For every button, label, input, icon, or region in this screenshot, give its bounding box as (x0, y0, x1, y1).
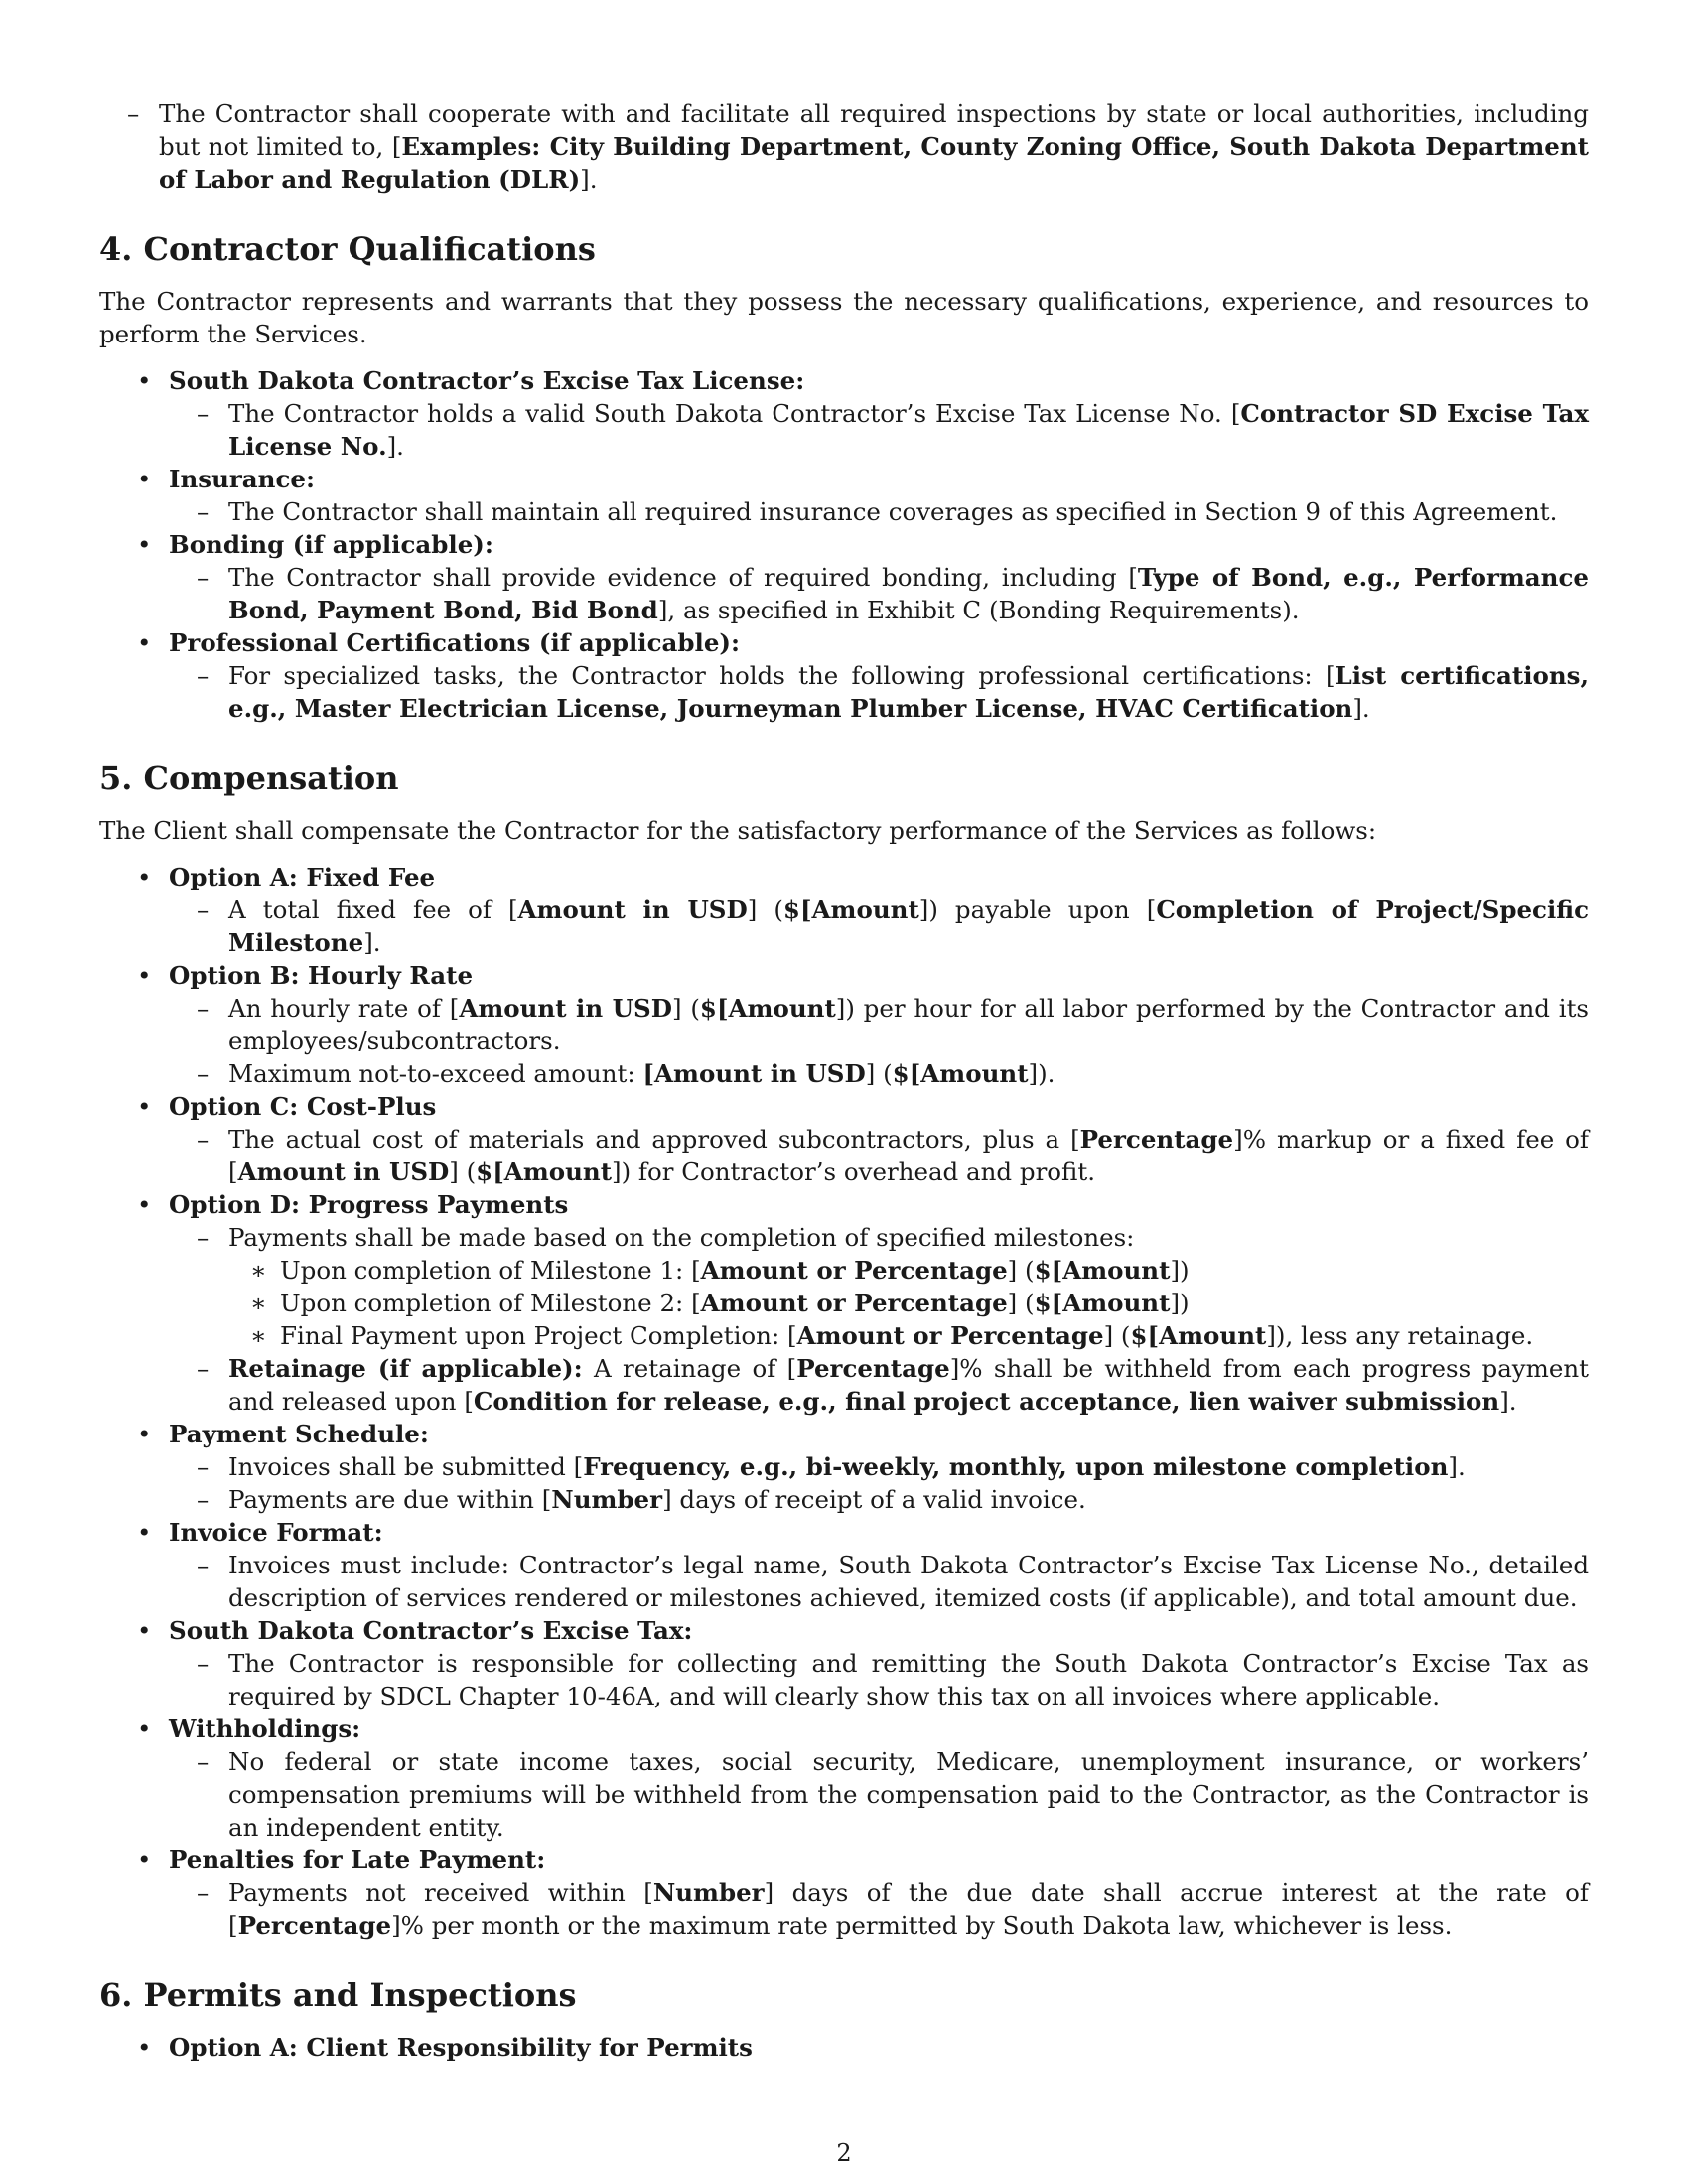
list-item: • Option B: Hourly Rate – An hourly rate of [Amount in USD] ($[Amount]) per hour for all labor performed by the Contractor and its employees/subcontractors. – Maximum not-to-exceed amount: [Amount in USD] ($[Amount]). (99, 959, 1589, 1090)
list-subitem: – The Contractor is responsible for collecting and remitting the South Dakota Contractor’s Excise Tax as required by SDCL Chapter 10-46A, and will clearly show this tax on all invoices where applicable. (169, 1647, 1589, 1712)
milestone-item: ∗ Final Payment upon Project Completion: [Amount or Percentage] ($[Amount]), less any retainage. (228, 1319, 1589, 1352)
list-item: • South Dakota Contractor’s Excise Tax License: – The Contractor holds a valid South Dakota Contractor’s Excise Tax License No. [Contractor SD Excise Tax License No.]. (99, 364, 1589, 463)
section-5-title: 5. Compensation (99, 759, 399, 797)
list-item: • Option C: Cost-Plus – The actual cost of materials and approved subcontractors, plus a [Percentage]% markup or a fixed fee of [Amount in USD] ($[Amount]) for Contractor’s overhead and profit. (99, 1090, 1589, 1188)
list-item: • Option A: Client Responsibility for Permits (99, 2031, 1589, 2064)
list-subitem: – No federal or state income taxes, social security, Medicare, unemployment insurance, or workers’ compensation premiums will be withheld from the compensation paid to the Contractor, as the Contractor is an independent entity. (169, 1745, 1589, 1843)
milestone-item: ∗ Upon completion of Milestone 2: [Amount or Percentage] ($[Amount]) (228, 1287, 1589, 1319)
list-subitem: – An hourly rate of [Amount in USD] ($[Amount]) per hour for all labor performed by the Contractor and its employees/subcontractors. (169, 992, 1589, 1057)
list-subitem: – A total fixed fee of [Amount in USD] ($[Amount]) payable upon [Completion of Project/Specific Milestone]. (169, 893, 1589, 959)
milestone-item: ∗ Upon completion of Milestone 1: [Amount or Percentage] ($[Amount]) (228, 1254, 1589, 1287)
list-subitem: – Payments not received within [Number] days of the due date shall accrue interest at the rate of [Percentage]% per month or the maximum rate permitted by South Dakota law, whichever is less. (169, 1876, 1589, 1942)
list-item: • Option A: Fixed Fee – A total fixed fee of [Amount in USD] ($[Amount]) payable upon [Completion of Project/Specific Milestone]. (99, 861, 1589, 959)
list-item: • Invoice Format: – Invoices must include: Contractor’s legal name, South Dakota Contractor’s Excise Tax License No., detailed description of services rendered or milestones achieved, itemized costs (if applicable), and total amount due. (99, 1516, 1589, 1614)
list-item: • Insurance: – The Contractor shall maintain all required insurance coverages as specified in Section 9 of this Agreement. (99, 463, 1589, 528)
list-subitem: – The Contractor shall provide evidence of required bonding, including [Type of Bond, e.g., Performance Bond, Payment Bond, Bid Bond], as specified in Exhibit C (Bonding Requirements). (169, 561, 1589, 626)
list-item: • Professional Certifications (if applicable): – For specialized tasks, the Contractor holds the following professional certifications: [List certifications, e.g., Master Electrician License, Journeyman Plumber License, HVAC Certification]. (99, 626, 1589, 725)
list-item: • South Dakota Contractor’s Excise Tax: – The Contractor is responsible for collecting and remitting the South Dakota Contractor’s Excise Tax as required by SDCL Chapter 10-46A, and will clearly show this tax on all invoices where applicable. (99, 1614, 1589, 1712)
compensation-list (99, 861, 1589, 1942)
list-subitem: – Payments shall be made based on the completion of specified milestones: ∗ Upon completion of Milestone 1: [Amount or Percentage] ($[Amount]) ∗ Upon completion of Milestone 2: [Amount or Percentage] ($[Amount]) ∗ Final Payment upon Project Completion: [Amount or Percentage] ($[Amount]), less any retainage. (169, 1221, 1589, 1352)
list-subitem: – Invoices must include: Contractor’s legal name, South Dakota Contractor’s Excise Tax License No., detailed description of services rendered or milestones achieved, itemized costs (if applicable), and total amount due. (169, 1549, 1589, 1614)
top-sublist (99, 97, 1589, 196)
document-page (99, 97, 1589, 2064)
list-subitem: – The actual cost of materials and approved subcontractors, plus a [Percentage]% markup or a fixed fee of [Amount in USD] ($[Amount]) for Contractor’s overhead and profit. (169, 1123, 1589, 1188)
inspection-clause: – The Contractor shall cooperate with and facilitate all required inspections by state or local authorities, including but not limited to, [Examples: City Building Department, County Zoning Office, South Dakota Department of Labor and Regulation (DLR)]. (99, 97, 1589, 196)
section-6-title: 6. Permits and Inspections (99, 1977, 577, 2014)
qualifications-list (99, 364, 1589, 725)
permits-list (99, 2031, 1589, 2064)
section-4-intro: The Contractor represents and warrants that they possess the necessary qualifications, experience, and resources to perform the Services. (99, 287, 1589, 348)
list-subitem: – Retainage (if applicable): A retainage of [Percentage]% shall be withheld from each progress payment and released upon [Condition for release, e.g., final project acceptance, lien waiver submission]. (169, 1352, 1589, 1418)
list-item: • Penalties for Late Payment: – Payments not received within [Number] days of the due date shall accrue interest at the rate of [Percentage]% per month or the maximum rate permitted by South Dakota law, whichever is less. (99, 1843, 1589, 1942)
section-5-intro: The Client shall compensate the Contractor for the satisfactory performance of the Services as follows: (99, 816, 1377, 845)
section-4-title: 4. Contractor Qualifications (99, 230, 596, 268)
list-subitem: – Payments are due within [Number] days of receipt of a valid invoice. (169, 1483, 1589, 1516)
list-subitem: – The Contractor holds a valid South Dakota Contractor’s Excise Tax License No. [Contractor SD Excise Tax License No.]. (169, 397, 1589, 463)
list-item: • Bonding (if applicable): – The Contractor shall provide evidence of required bonding, including [Type of Bond, e.g., Performance Bond, Payment Bond, Bid Bond], as specified in Exhibit C (Bonding Requirements). (99, 528, 1589, 626)
page-number: 2 (836, 2139, 852, 2167)
list-subitem: – The Contractor shall maintain all required insurance coverages as specified in Section 9 of this Agreement. (169, 495, 1589, 528)
list-subitem: – Maximum not-to-exceed amount: [Amount in USD] ($[Amount]). (169, 1057, 1589, 1090)
list-subitem: – For specialized tasks, the Contractor holds the following professional certifications: [List certifications, e.g., Master Electrician License, Journeyman Plumber License, HVAC Certification]. (169, 659, 1589, 725)
list-subitem: – Invoices shall be submitted [Frequency, e.g., bi-weekly, monthly, upon milestone completion]. (169, 1450, 1589, 1483)
list-item: • Payment Schedule: – Invoices shall be submitted [Frequency, e.g., bi-weekly, monthly, upon milestone completion]. – Payments are due within [Number] days of receipt of a valid invoice. (99, 1418, 1589, 1516)
list-item: • Withholdings: – No federal or state income taxes, social security, Medicare, unemployment insurance, or workers’ compensation premiums will be withheld from the compensation paid to the Contractor, as the Contractor is an independent entity. (99, 1712, 1589, 1843)
list-item: • Option D: Progress Payments – Payments shall be made based on the completion of specified milestones: ∗ Upon completion of Milestone 1: [Amount or Percentage] ($[Amount]) ∗ Upon completion of Milestone 2: [Amount or Percentage] ($[Amount]) ∗ Final Payment upon Project Completion: [Amount or Percentage] ($[Amount]), less any retainage. – Retainage (if applicable): A retainage of [Percentage]% shall be withheld from each progress payment and released upon [Condition for release, e.g., final project acceptance, lien waiver submission]. (99, 1188, 1589, 1418)
